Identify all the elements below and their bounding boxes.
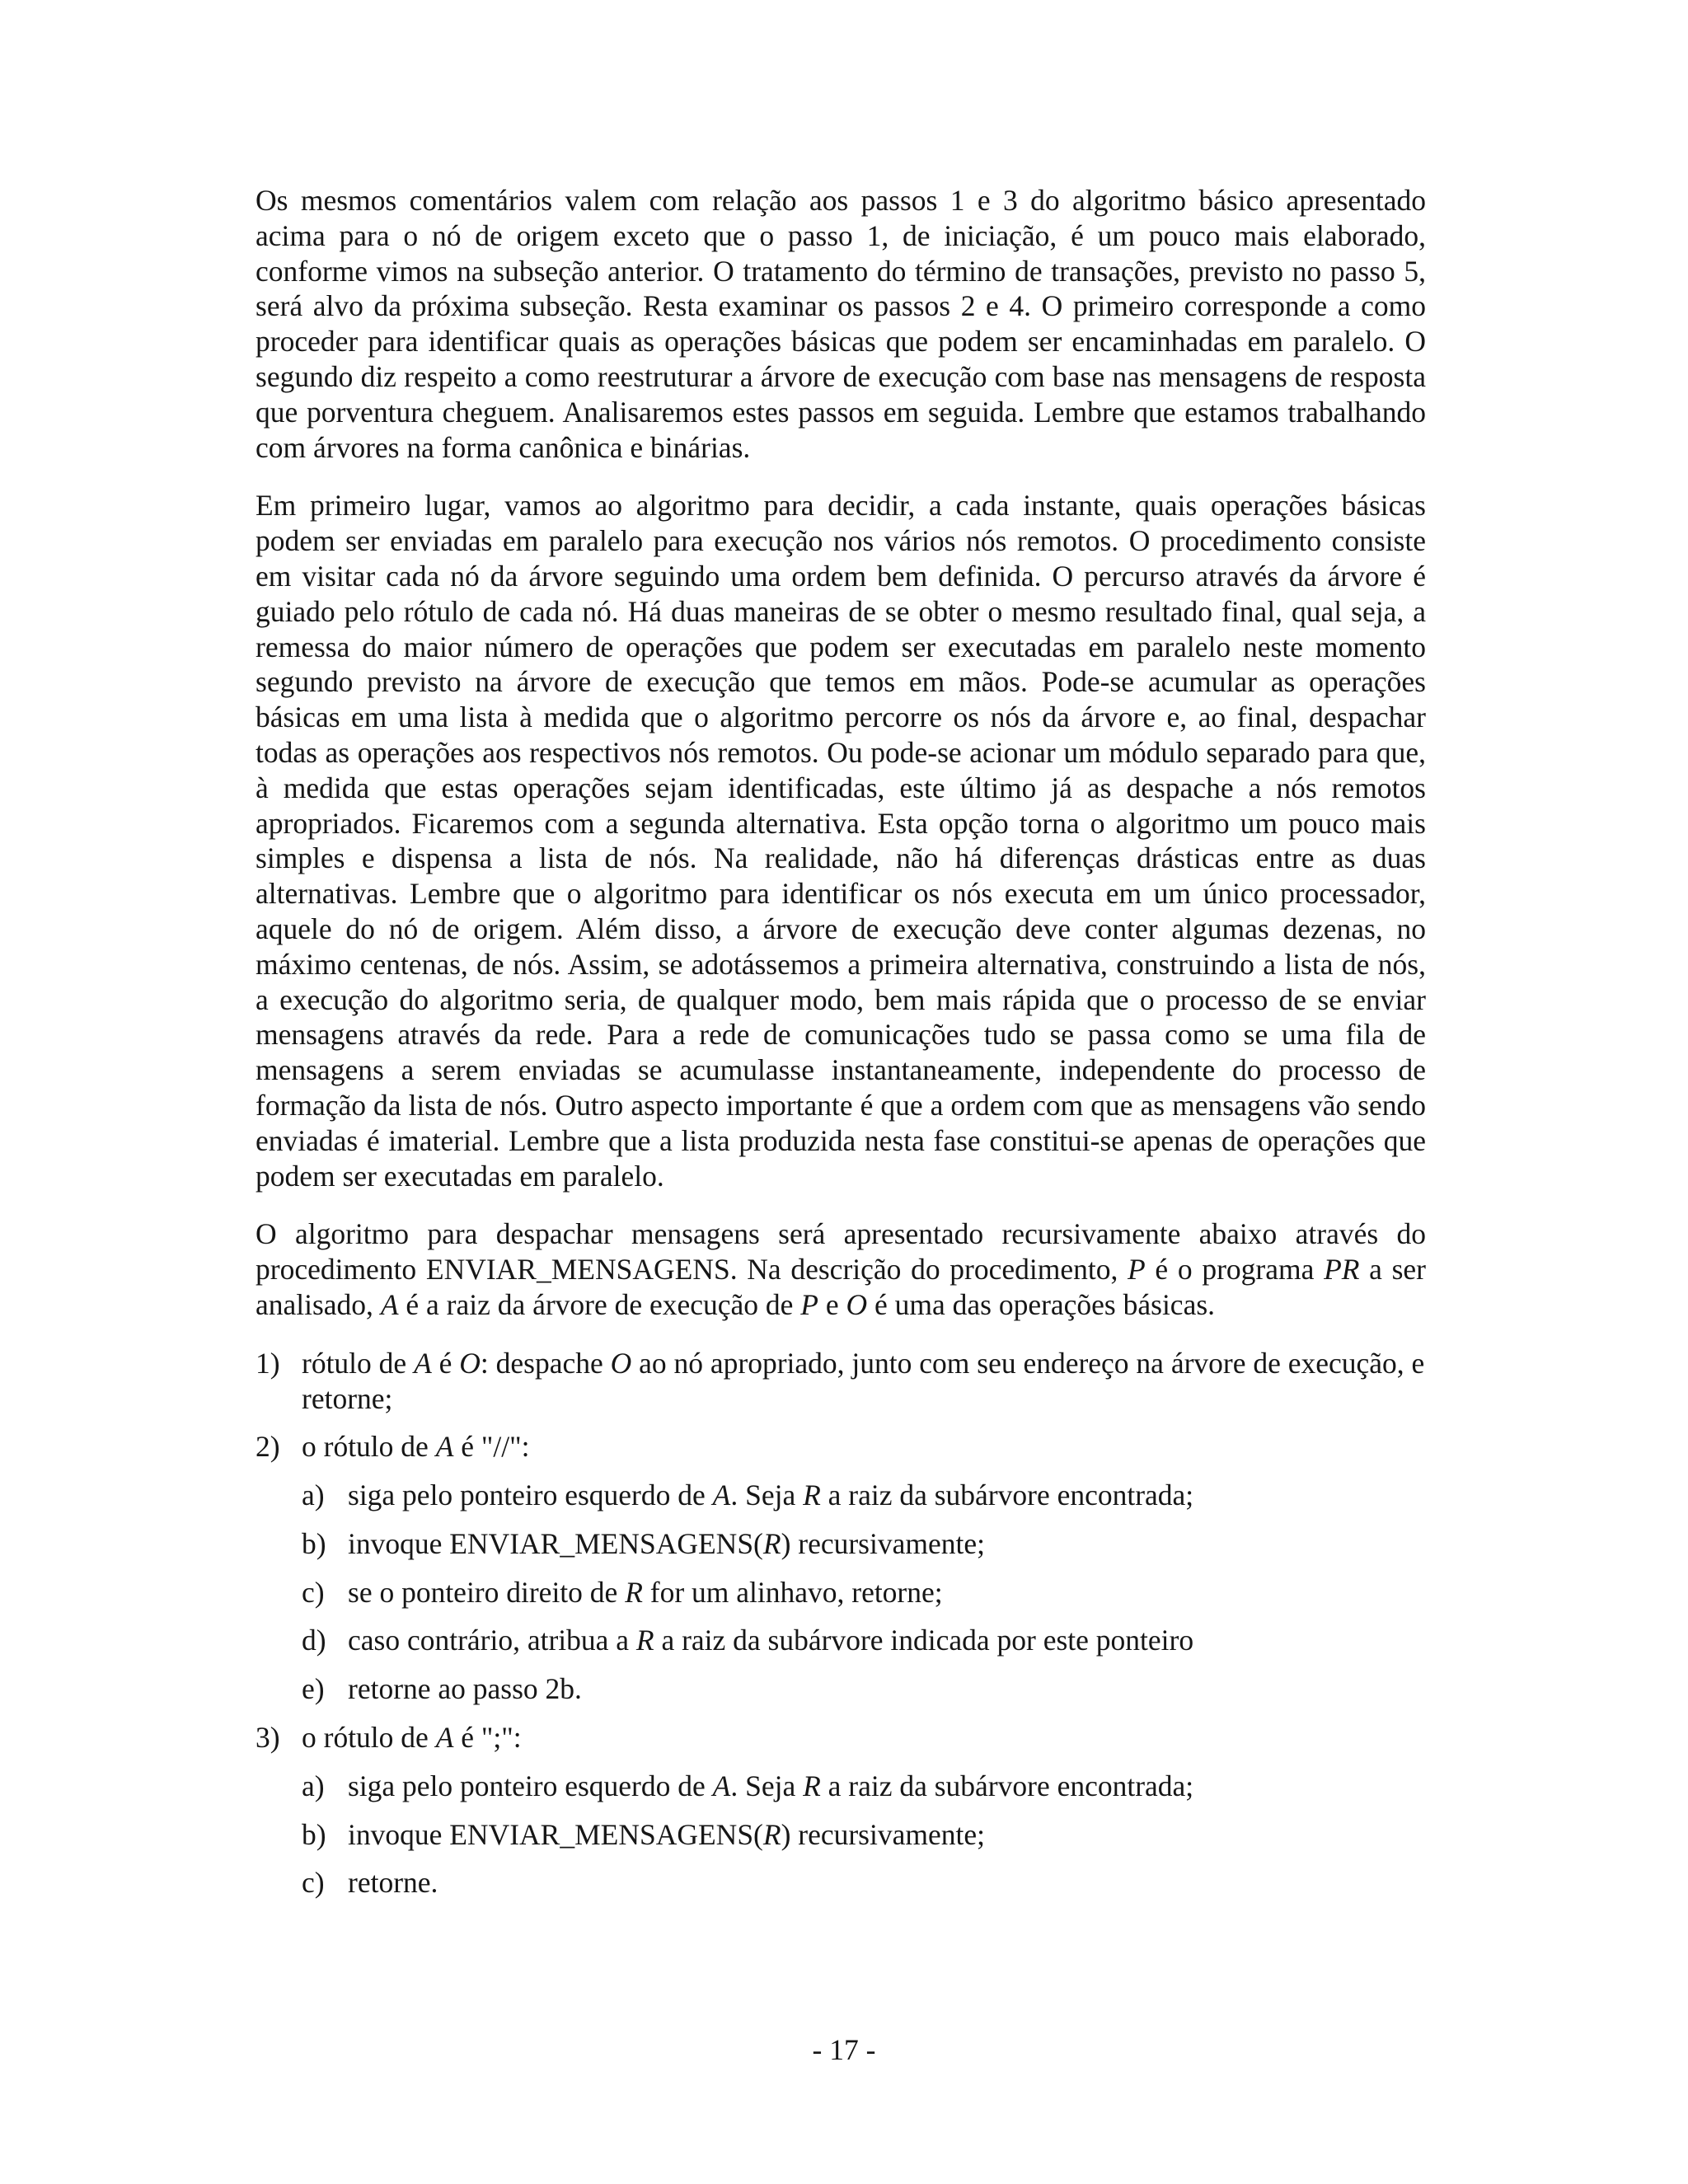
var-a: A — [435, 1430, 454, 1464]
var-o: O — [846, 1287, 868, 1321]
substep-letter: c) — [302, 1575, 325, 1609]
var-o: O — [610, 1346, 632, 1380]
var-r: R — [635, 1624, 654, 1657]
substep-text — [348, 1818, 985, 1851]
substep-text: retorne ao passo 2b. — [348, 1672, 582, 1706]
text-run: ao nó apropriado, junto com seu endereço na árvore de execução, e retorne; — [302, 1346, 1425, 1415]
step-2-substeps — [302, 1478, 1426, 1707]
step-text — [302, 1721, 522, 1754]
substep-text — [348, 1624, 1193, 1657]
paragraph-3 — [256, 1216, 1426, 1322]
substep-text — [348, 1527, 985, 1560]
step-1 — [256, 1346, 1426, 1417]
page-body — [256, 183, 1426, 1914]
substep-text — [348, 1576, 943, 1609]
var-a: A — [414, 1346, 432, 1380]
text-run: caso contrário, atribua a — [348, 1624, 636, 1657]
step-2e — [302, 1671, 1426, 1707]
substep-text: retorne. — [348, 1866, 438, 1900]
text-run: siga pelo ponteiro esquerdo de — [348, 1479, 713, 1512]
text-run: a raiz da subárvore encontrada; — [820, 1769, 1194, 1802]
substep-letter: d) — [302, 1624, 326, 1657]
step-3b — [302, 1817, 1426, 1853]
text-run: a raiz da subárvore indicada por este ponteiro — [654, 1624, 1194, 1657]
substep-letter: b) — [302, 1817, 326, 1851]
text-run: siga pelo ponteiro esquerdo de — [348, 1769, 713, 1802]
var-p: P — [800, 1287, 818, 1321]
algorithm-steps — [256, 1346, 1426, 1901]
step-3c — [302, 1865, 1426, 1900]
text-run: for um alinhavo, retorne; — [642, 1575, 943, 1609]
step-2c — [302, 1575, 1426, 1610]
step-2a — [302, 1478, 1426, 1513]
substep-text — [348, 1769, 1193, 1802]
text-run: . Seja — [730, 1769, 804, 1802]
text-run: . Seja — [730, 1479, 804, 1512]
text-run: : despache — [480, 1346, 611, 1380]
var-o: O — [459, 1346, 481, 1380]
var-a: A — [712, 1479, 731, 1512]
page-number: - 17 - — [812, 2033, 876, 2066]
substep-letter: a) — [302, 1769, 325, 1802]
step-2d — [302, 1623, 1426, 1658]
step-number: 2) — [256, 1430, 280, 1464]
text-run: ) recursivamente; — [781, 1526, 985, 1560]
text-run: rótulo de — [302, 1346, 415, 1380]
substep-text — [348, 1479, 1193, 1511]
intro-text: e — [818, 1287, 846, 1321]
step-3-substeps — [302, 1769, 1426, 1900]
intro-text: é o programa — [1145, 1253, 1325, 1286]
var-pr: PR — [1324, 1253, 1360, 1286]
text-run: ) recursivamente; — [781, 1817, 985, 1851]
var-a: A — [435, 1721, 454, 1755]
var-r: R — [625, 1575, 643, 1609]
intro-text: é uma das operações básicas. — [867, 1287, 1216, 1321]
substep-letter: e) — [302, 1672, 325, 1706]
intro-text: O algoritmo para despachar mensagens será apresentado recursivamente abaixo através do procedimento ENVIAR_MENSAGENS. Na descrição do procedimento, — [256, 1217, 1426, 1286]
text-run: se o ponteiro direito de — [348, 1575, 626, 1609]
substep-letter: c) — [302, 1866, 325, 1900]
var-p: P — [1128, 1253, 1146, 1286]
step-3a — [302, 1769, 1426, 1804]
var-a: A — [712, 1769, 731, 1802]
var-r: R — [762, 1817, 781, 1851]
substep-letter: a) — [302, 1479, 325, 1512]
text-run: invoque ENVIAR_MENSAGENS( — [348, 1526, 763, 1560]
text-run: invoque ENVIAR_MENSAGENS( — [348, 1817, 763, 1851]
step-text — [302, 1430, 529, 1463]
text-run: é — [431, 1346, 460, 1380]
step-3 — [256, 1720, 1426, 1900]
intro-text: a ser analisado, — [256, 1253, 1426, 1321]
step-2 — [256, 1429, 1426, 1707]
text-run: o rótulo de — [302, 1721, 436, 1755]
step-text — [302, 1347, 1424, 1415]
step-number: 1) — [256, 1346, 280, 1380]
var-r: R — [762, 1526, 781, 1560]
text-run: a raiz da subárvore encontrada; — [820, 1479, 1194, 1512]
text-run: o rótulo de — [302, 1430, 436, 1464]
intro-text: é a raiz da árvore de execução de — [398, 1287, 801, 1321]
var-a: A — [380, 1287, 399, 1321]
step-number: 3) — [256, 1721, 280, 1755]
paragraph-1: Os mesmos comentários valem com relação aos passos 1 e 3 do algoritmo básico apresentado acima para o nó de origem exceto que o passo 1, de iniciação, é um pouco mais elaborado, conforme vimos na subseção anterior. O tratamento do término de transações, previsto no passo 5, será alvo da próxima subseção. Resta examinar os passos 2 e 4. O primeiro corresponde a como proceder para identificar quais as operações básicas que podem ser encaminhadas em paralelo. O segundo diz respeito a como reestruturar a árvore de execução com base nas mensagens de resposta que porventura cheguem. Analisaremos estes passos em seguida. Lembre que estamos trabalhando com árvores na forma canônica e binárias. — [256, 184, 1426, 464]
text-run: é ";": — [453, 1721, 522, 1755]
var-r: R — [803, 1769, 821, 1802]
paragraph-2: Em primeiro lugar, vamos ao algoritmo para decidir, a cada instante, quais operações básicas podem ser enviadas em paralelo para execução nos vários nós remotos. O procedimento consiste em visitar cada nó da árvore seguindo uma ordem bem definida. O percurso através da árvore é guiado pelo rótulo de cada nó. Há duas maneiras de se obter o mesmo resultado final, qual seja, a remessa do maior número de operações que podem ser executadas em paralelo neste momento segundo previsto na árvore de execução que temos em mãos. Pode-se acumular as operações básicas em uma lista à medida que o algoritmo percorre os nós da árvore e, ao final, despachar todas as operações aos respectivos nós remotos. Ou pode-se acionar um módulo separado para que, à medida que estas operações sejam identificadas, este último já as despache a nós remotos apropriados. Ficaremos com a segunda alternativa. Esta opção torna o algoritmo um pouco mais simples e dispensa a lista de nós. Na realidade, não há diferenças drásticas entre as duas alternativas. Lembre que o algoritmo para identificar os nós executa em um único processador, aquele do nó de origem. Além disso, a árvore de execução deve conter algumas dezenas, no máximo centenas, de nós. Assim, se adotássemos a primeira alternativa, construindo a lista de nós, a execução do algoritmo seria, de qualquer modo, bem mais rápida que o processo de se enviar mensagens através da rede. Para a rede de comunicações tudo se passa como se uma fila de mensagens a serem enviadas se acumulasse instantaneamente, independente do processo de formação da lista de nós. Outro aspecto importante é que a ordem com que as mensagens vão sendo enviadas é imaterial. Lembre que a lista produzida nesta fase constitui-se apenas de operações que podem ser executadas em paralelo. — [256, 489, 1426, 1193]
substep-letter: b) — [302, 1526, 326, 1560]
var-r: R — [803, 1479, 821, 1512]
text-run: é "//": — [453, 1430, 530, 1464]
step-2b — [302, 1526, 1426, 1562]
